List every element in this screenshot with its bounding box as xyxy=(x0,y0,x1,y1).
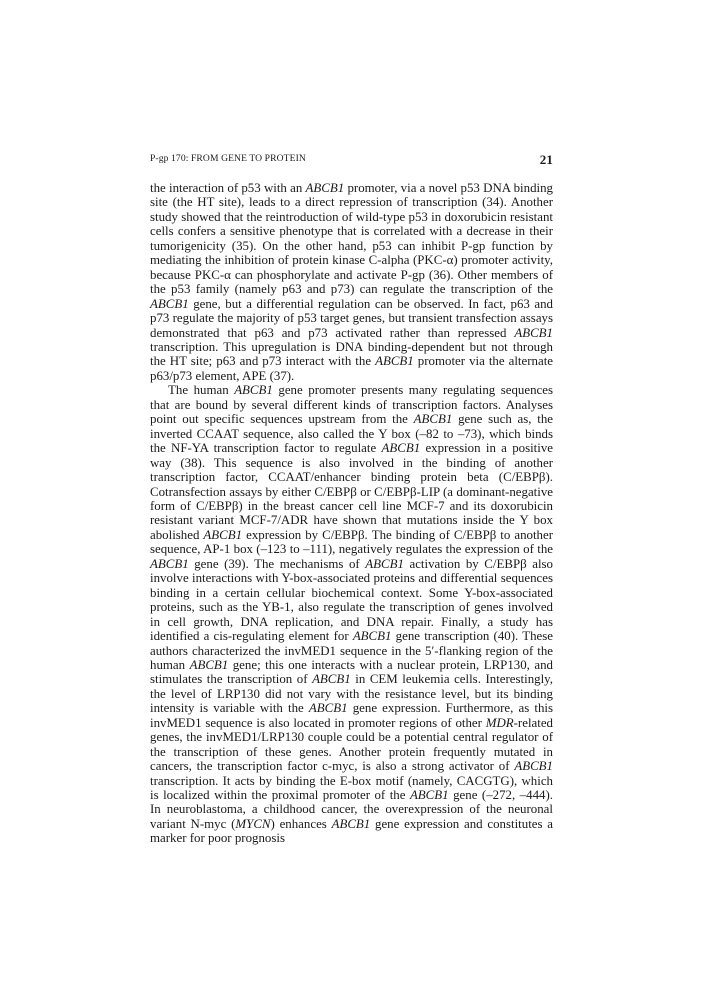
gene-name: MYCN xyxy=(235,816,271,831)
gene-name: ABCB1 xyxy=(413,412,453,427)
gene-name: ABCB1 xyxy=(409,788,449,803)
gene-name: MDR xyxy=(485,715,514,730)
gene-name: ABCB1 xyxy=(189,657,229,672)
gene-name: ABCB1 xyxy=(305,181,345,195)
paragraph: the interaction of p53 with an ABCB1 promoter, via a novel p53 DNA binding site (the HT site), leads to a direct repression of transcription (34). Another study showed that the reintroduction of wild-type p53 in doxorubicin resistant cells confers a sensitive phenotype that is correlated with a decrease in their tumorigenicity (35). On the other hand, p53 can inhibit P-gp function by mediating the inhibition of protein kinase C-alpha (PKC-α) promoter activity, because PKC-α can phosphorylate and activate P-gp (36). Other members of the p53 family (namely p63 and p73) can regulate the transcription of the ABCB1 gene, but a differential regulation can be observed. In fact, p63 and p73 regulate the majority of p53 target genes, but transient transfection assays demonstrated that p63 and p73 activated rather than repressed ABCB1 transcription. This upregulation is DNA binding-dependent but not through the HT site; p63 and p73 interact with the ABCB1 promoter via the alternate p63/p73 element, APE (37). xyxy=(150,181,553,383)
gene-name: ABCB1 xyxy=(514,325,553,340)
gene-name: ABCB1 xyxy=(514,759,553,774)
page-number: 21 xyxy=(539,152,553,167)
gene-name: ABCB1 xyxy=(365,556,404,571)
gene-name: ABCB1 xyxy=(381,441,421,456)
gene-name: ABCB1 xyxy=(331,816,371,831)
gene-name: ABCB1 xyxy=(375,354,414,369)
gene-name: ABCB1 xyxy=(234,383,273,398)
gene-name: ABCB1 xyxy=(308,701,348,716)
gene-name: ABCB1 xyxy=(150,556,189,571)
body-text xyxy=(150,181,553,846)
paragraph: The human ABCB1 gene promoter presents many regulating sequences that are bound by several different kinds of transcription factors. Analyses point out specific sequences upstream from the ABCB1 gene such as, the inverted CCAAT sequence, also called the Y box (–82 to –73), which binds the NF-YA transcription factor to regulate ABCB1 expression in a positive way (38). This sequence is also involved in the binding of another transcription factor, CCAAT/enhancer binding protein beta (C/EBPβ). Cotransfection assays by either C/EBPβ or C/EBPβ-LIP (a dominant-negative form of C/EBPβ) in the breast cancer cell line MCF-7 and its doxorubicin resistant variant MCF-7/ADR have shown that mutations inside the Y box abolished ABCB1 expression by C/EBPβ. The binding of C/EBPβ to another sequence, AP-1 box (–123 to –111), negatively regulates the expression of the ABCB1 gene (39). The mechanisms of ABCB1 activation by C/EBPβ also involve interactions with Y-box-associated proteins and differential sequences binding in a certain cellular biochemical context. Some Y-box-associated proteins, such as the YB-1, also regulate the transcription of genes involved in cell growth, DNA replication, and DNA repair. Finally, a study has identified a cis-regulating element for ABCB1 gene transcription (40). These authors characterized the invMED1 sequence in the 5′-flanking region of the human ABCB1 gene; this one interacts with a nuclear protein, LRP130, and stimulates the transcription of ABCB1 in CEM leukemia cells. Interestingly, the level of LRP130 did not vary with the resistance level, but its binding intensity is variable with the ABCB1 gene expression. Furthermore, as this invMED1 sequence is also located in promoter regions of other MDR-related genes, the invMED1/LRP130 couple could be a potential central regulator of the transcription of these genes. Another protein frequently mutated in cancers, the transcription factor c-myc, is also a strong activator of ABCB1 transcription. It acts by binding the E-box motif (namely, CACGTG), which is localized within the proximal promoter of the ABCB1 gene (–272, –444). In neuroblastoma, a childhood cancer, the overexpression of the neuronal variant N-myc (MYCN) enhances ABCB1 gene expression and constitutes a marker for poor prognosis xyxy=(150,383,554,846)
gene-name: ABCB1 xyxy=(150,296,189,311)
running-title: P-gp 170: FROM GENE TO PROTEIN xyxy=(150,153,306,164)
gene-name: ABCB1 xyxy=(352,629,392,644)
running-head xyxy=(150,153,553,169)
gene-name: ABCB1 xyxy=(203,527,243,542)
gene-name: ABCB1 xyxy=(312,672,351,687)
